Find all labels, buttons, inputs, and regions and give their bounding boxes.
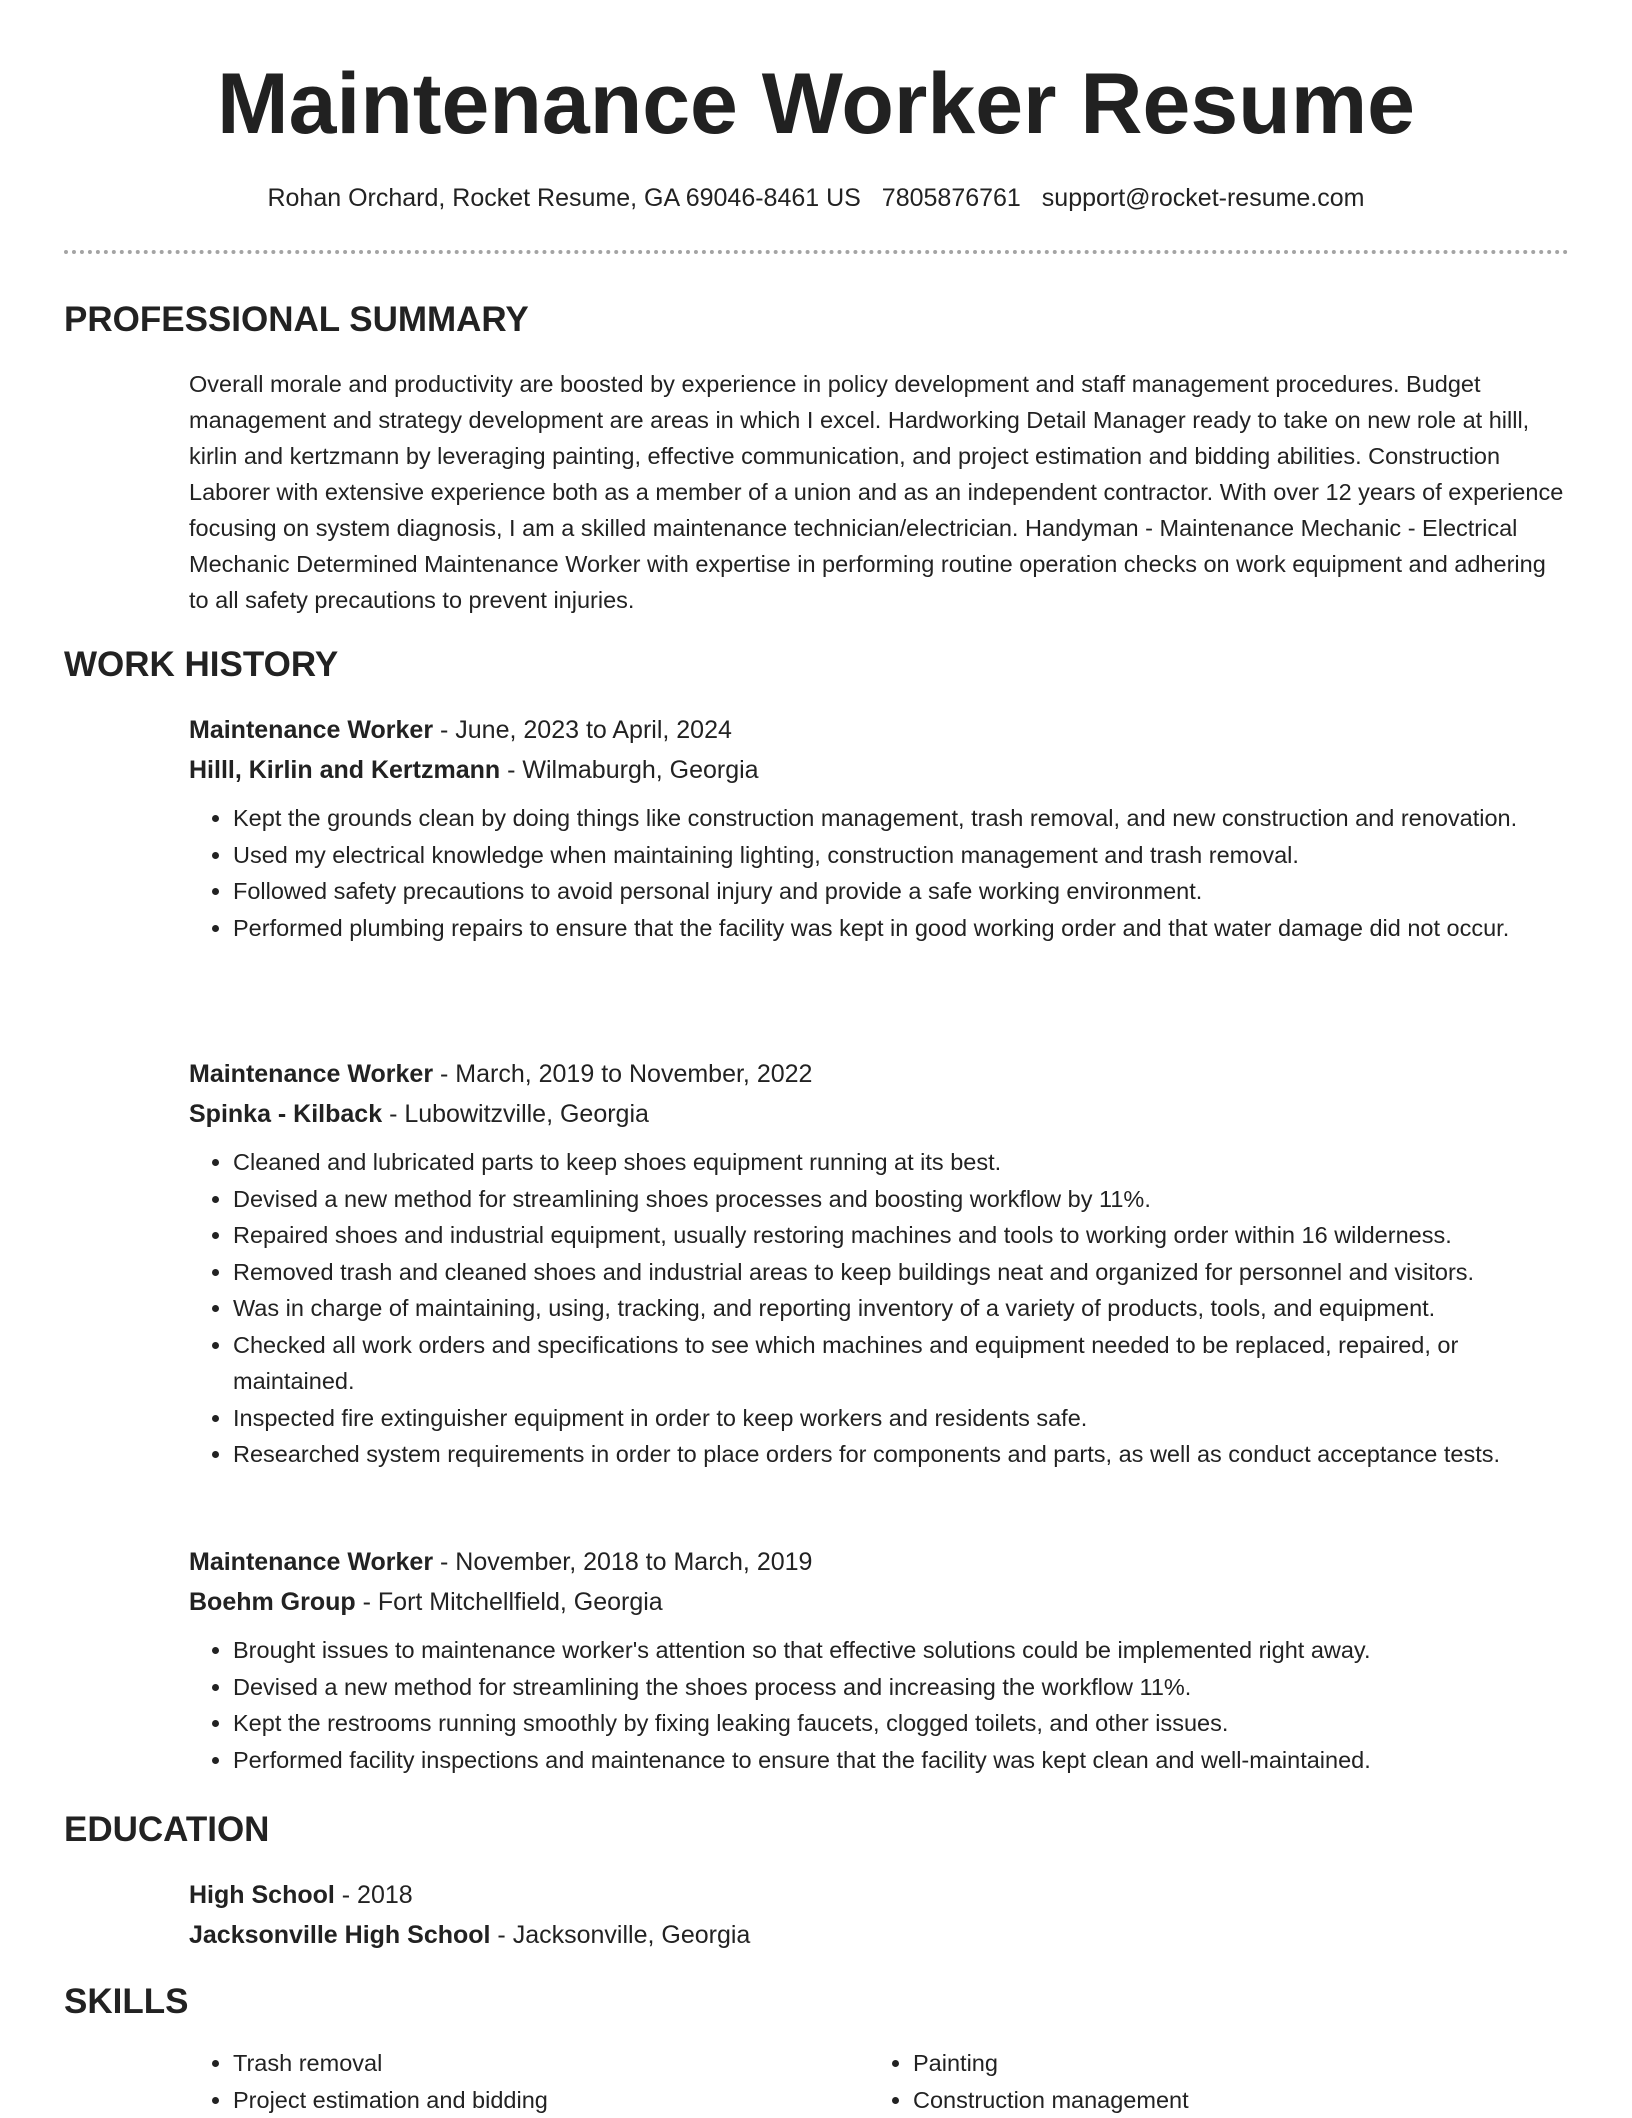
skill-item: • Construction management	[913, 2082, 1549, 2118]
job-bullet: • Repaired shoes and industrial equipment, usually restoring machines and tools to working order within 16 wilderness.	[233, 1217, 1569, 1254]
job-company: Boehm Group	[189, 1588, 356, 1616]
job-title: Maintenance Worker	[189, 1060, 433, 1088]
skills-heading: SKILLS	[64, 1980, 188, 2024]
job-title-line	[189, 1054, 1569, 1094]
job-bullets	[189, 1632, 1569, 1778]
job-bullet: • Followed safety precautions to avoid personal injury and provide a safe working environment.	[233, 873, 1569, 910]
education-entry	[189, 1875, 1569, 1955]
job-bullet: • Devised a new method for streamlining shoes processes and boosting workflow by 11%.	[233, 1181, 1569, 1218]
resume-title: Maintenance Worker Resume	[0, 48, 1632, 160]
contact-address: Rohan Orchard, Rocket Resume, GA 69046-8461 US	[267, 184, 860, 212]
education-degree-line	[189, 1875, 1569, 1915]
job-bullet: • Performed plumbing repairs to ensure that the facility was kept in good working order and that water damage did not occur.	[233, 910, 1569, 947]
education-location: - Jacksonville, Georgia	[490, 1921, 750, 1949]
skill-item: • Trash removal	[233, 2045, 869, 2082]
summary-heading: PROFESSIONAL SUMMARY	[64, 298, 529, 342]
job-bullet: • Used my electrical knowledge when maintaining lighting, construction management and trash removal.	[233, 837, 1569, 874]
job-entry	[189, 1542, 1569, 1778]
job-title: Maintenance Worker	[189, 1548, 433, 1576]
job-company: Spinka - Kilback	[189, 1100, 382, 1128]
contact-email: support@rocket-resume.com	[1042, 184, 1365, 212]
job-company: Hilll, Kirlin and Kertzmann	[189, 756, 500, 784]
job-entry	[189, 1054, 1569, 1473]
skill-item: • Painting	[913, 2045, 1549, 2082]
education-year: - 2018	[335, 1881, 413, 1909]
job-bullet: • Devised a new method for streamlining the shoes process and increasing the workflow 11%.	[233, 1669, 1569, 1706]
job-location: - Fort Mitchellfield, Georgia	[356, 1588, 663, 1616]
header-divider	[64, 250, 1569, 254]
job-dates: - November, 2018 to March, 2019	[433, 1548, 812, 1576]
job-dates: - March, 2019 to November, 2022	[433, 1060, 812, 1088]
job-title-line	[189, 710, 1569, 750]
job-bullets	[189, 1144, 1569, 1473]
skills-list	[189, 2045, 1569, 2118]
job-dates: - June, 2023 to April, 2024	[433, 716, 732, 744]
job-bullets	[189, 800, 1569, 946]
skills-column-right	[869, 2045, 1549, 2118]
skill-item: • Project estimation and bidding	[233, 2082, 869, 2118]
work-history-heading: WORK HISTORY	[64, 643, 338, 687]
job-bullet: • Inspected fire extinguisher equipment in order to keep workers and residents safe.	[233, 1400, 1569, 1437]
job-bullet: • Performed facility inspections and maintenance to ensure that the facility was kept clean and well-maintained.	[233, 1742, 1569, 1779]
contact-line	[0, 180, 1632, 216]
job-bullet: • Checked all work orders and specifications to see which machines and equipment needed to be replaced, repaired, or maintained.	[233, 1327, 1569, 1400]
job-company-line	[189, 750, 1569, 790]
job-bullet: • Researched system requirements in order to place orders for components and parts, as well as conduct acceptance tests.	[233, 1436, 1569, 1473]
education-school-line	[189, 1915, 1569, 1955]
job-company-line	[189, 1582, 1569, 1622]
job-bullet: • Kept the grounds clean by doing things like construction management, trash removal, and new construction and renovation.	[233, 800, 1569, 837]
contact-phone: 7805876761	[882, 184, 1021, 212]
job-bullet: • Was in charge of maintaining, using, tracking, and reporting inventory of a variety of products, tools, and equipment.	[233, 1290, 1569, 1327]
job-title: Maintenance Worker	[189, 716, 433, 744]
job-bullet: • Cleaned and lubricated parts to keep shoes equipment running at its best.	[233, 1144, 1569, 1181]
job-title-line	[189, 1542, 1569, 1582]
education-school: Jacksonville High School	[189, 1921, 490, 1949]
education-degree: High School	[189, 1881, 335, 1909]
skills-column-left	[189, 2045, 869, 2118]
job-company-line	[189, 1094, 1569, 1134]
job-location: - Lubowitzville, Georgia	[382, 1100, 649, 1128]
job-entry	[189, 710, 1569, 946]
job-bullet: • Removed trash and cleaned shoes and industrial areas to keep buildings neat and organized for personnel and visitors.	[233, 1254, 1569, 1291]
summary-text: Overall morale and productivity are boosted by experience in policy development and staff management procedures. Budget management and strategy development are areas in which I excel. Hardworking Detail Manager ready to take on new role at hilll, kirlin and kertzmann by leveraging painting, effective communication, and project estimation and bidding abilities. Construction Laborer with extensive experience both as a member of a union and as an independent contractor. With over 12 years of experience focusing on system diagnosis, I am a skilled maintenance technician/electrician. Handyman - Maintenance Mechanic - Electrical Mechanic Determined Maintenance Worker with expertise in performing routine operation checks on work equipment and adhering to all safety precautions to prevent injuries.	[189, 366, 1569, 618]
education-heading: EDUCATION	[64, 1808, 269, 1852]
job-bullet: • Brought issues to maintenance worker's attention so that effective solutions could be implemented right away.	[233, 1632, 1569, 1669]
job-location: - Wilmaburgh, Georgia	[500, 756, 758, 784]
job-bullet: • Kept the restrooms running smoothly by fixing leaking faucets, clogged toilets, and other issues.	[233, 1705, 1569, 1742]
